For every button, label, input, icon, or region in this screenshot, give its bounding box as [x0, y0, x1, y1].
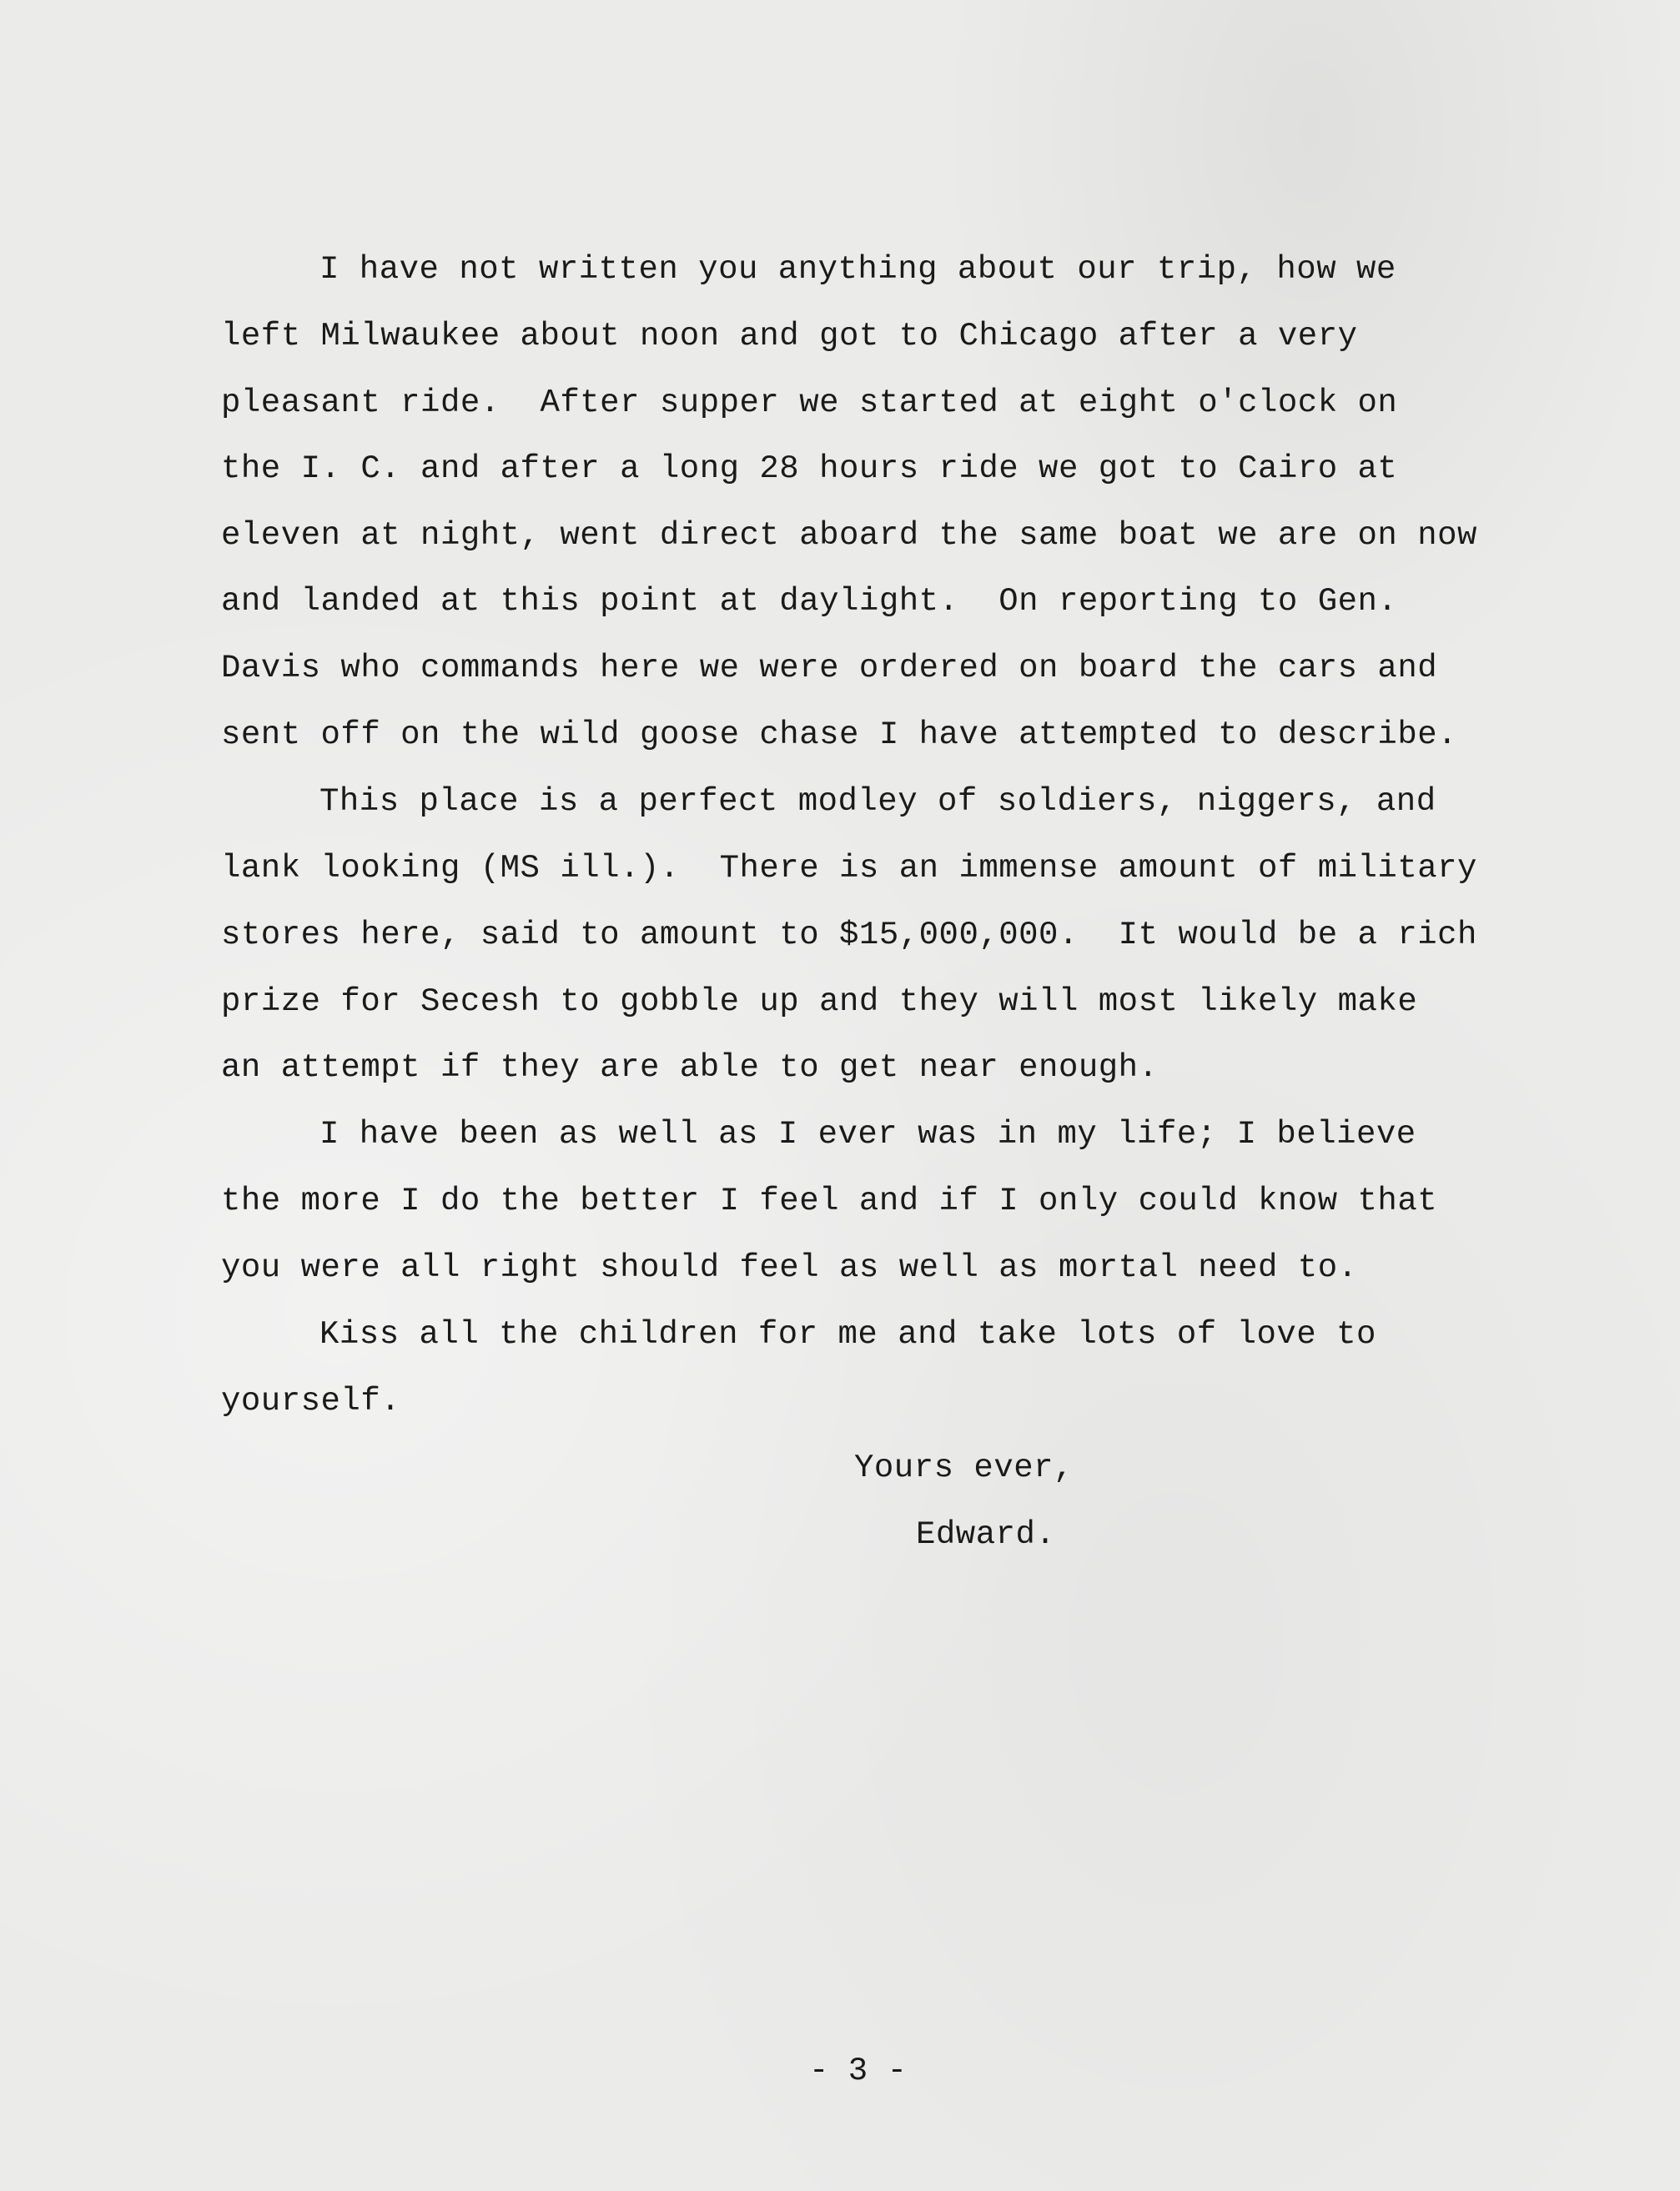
paragraph-2-line-5: an attempt if they are able to get near enough.: [221, 1049, 1159, 1086]
paragraph-1-line-8: sent off on the wild goose chase I have attempted to describe.: [221, 716, 1458, 753]
paragraph-1-line-6: and landed at this point at daylight. On reporting to Gen.: [221, 583, 1398, 620]
paragraph-2-line-3: stores here, said to amount to $15,000,000. It would be a rich: [221, 917, 1477, 953]
paragraph-1-line-1: I have not written you anything about our trip, how we: [319, 251, 1396, 288]
signature: Edward.: [916, 1516, 1056, 1553]
paragraph-1-line-4: the I. C. and after a long 28 hours ride we got to Cairo at: [221, 450, 1398, 487]
page-number: - 3 -: [809, 2053, 908, 2089]
closing: Yours ever,: [854, 1450, 1074, 1486]
paragraph-1-line-2: left Milwaukee about noon and got to Chicago after a very: [221, 318, 1358, 354]
paragraph-1-line-3: pleasant ride. After supper we started at eight o'clock on: [221, 384, 1398, 421]
paragraph-1-line-5: eleven at night, went direct aboard the same boat we are on now: [221, 517, 1477, 554]
paragraph-3-line-3: you were all right should feel as well as mortal need to.: [221, 1249, 1358, 1286]
paragraph-4-line-1: Kiss all the children for me and take lots of love to: [319, 1316, 1376, 1353]
paragraph-1-line-7: Davis who commands here we were ordered on board the cars and: [221, 650, 1438, 686]
paragraph-3-line-1: I have been as well as I ever was in my life; I believe: [319, 1116, 1416, 1153]
paragraph-2-line-2: lank looking (MS ill.). There is an immense amount of military: [221, 850, 1477, 887]
paragraph-4-line-2: yourself.: [221, 1383, 401, 1420]
paragraph-2-line-4: prize for Secesh to gobble up and they will most likely make: [221, 983, 1418, 1020]
paragraph-3-line-2: the more I do the better I feel and if I only could know that: [221, 1183, 1438, 1219]
paragraph-2-line-1: This place is a perfect modley of soldiers, niggers, and: [319, 783, 1436, 820]
